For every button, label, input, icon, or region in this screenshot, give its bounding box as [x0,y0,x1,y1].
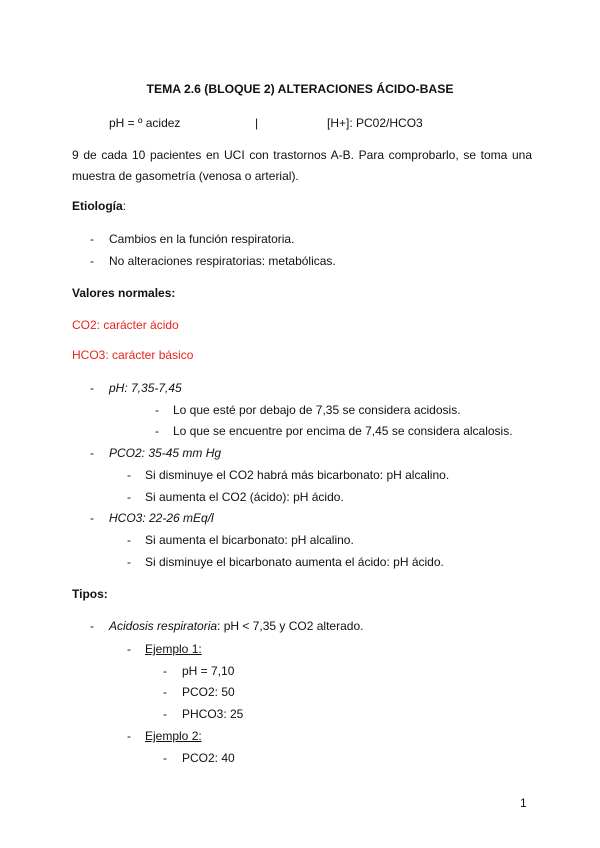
bullet-dash: - [90,232,94,246]
tipos-item-label: Acidosis respiratoria [109,619,218,633]
etiologia-heading [72,199,126,213]
bullet-dash: - [127,533,131,547]
bullet-dash: - [90,446,94,460]
bullet-dash: - [127,729,131,743]
formula-separator: | [255,116,259,130]
valores-sub-item: Si aumenta el CO2 (ácido): pH ácido. [145,490,344,504]
bullet-dash: - [127,555,131,569]
formula-right: [H+]: PC02/HCO3 [327,116,423,130]
bullet-dash: - [127,468,131,482]
tipos-item-rest: : pH < 7,35 y CO2 alterado. [217,619,364,633]
valores-group-label: PCO2: 35-45 mm Hg [109,446,222,460]
valores-sub-item: Lo que esté por debajo de 7,35 se considera acidosis. [173,403,461,417]
formula-left: pH = º acidez [109,116,181,130]
ejemplo-value: pH = 7,10 [182,664,235,678]
etiologia-heading-colon: : [122,199,127,213]
page-title: TEMA 2.6 (BLOQUE 2) ALTERACIONES ÁCIDO-BASE [146,82,454,96]
bullet-dash: - [127,642,131,656]
bullet-dash: - [163,751,167,765]
ejemplo-value: PHCO3: 25 [182,707,244,721]
valores-heading: Valores normales: [72,286,176,300]
bullet-dash: - [163,664,167,678]
intro-paragraph: 9 de cada 10 pacientes en UCI con trastornos A-B. Para comprobarlo, se toma una muestra de gasometría (venosa o arterial). [72,148,532,183]
co2-note: CO2: carácter ácido [72,318,179,332]
etiologia-item: No alteraciones respiratorias: metabólicas. [109,254,336,268]
bullet-dash: - [90,619,94,633]
page-number: 1 [520,796,527,810]
bullet-dash: - [155,424,159,438]
etiologia-item: Cambios en la función respiratoria. [109,232,295,246]
bullet-dash: - [90,511,94,525]
ejemplo-2-label: Ejemplo 2: [145,729,202,743]
bullet-dash: - [90,254,94,268]
bullet-dash: - [163,685,167,699]
tipos-item [109,619,363,633]
bullet-dash: - [127,490,131,504]
ejemplo-value: PCO2: 40 [182,751,235,765]
etiologia-heading-text: Etiología [72,199,123,213]
hco3-note: HCO3: carácter básico [72,348,194,362]
tipos-heading: Tipos: [72,587,108,601]
valores-group-label: HCO3: 22-26 mEq/l [109,511,214,525]
valores-sub-item: Lo que se encuentre por encima de 7,45 se considera alcalosis. [173,424,513,438]
valores-group-label: pH: 7,35-7,45 [109,381,182,395]
ejemplo-1-label: Ejemplo 1: [145,642,202,656]
bullet-dash: - [163,707,167,721]
valores-sub-item: Si disminuye el bicarbonato aumenta el ácido: pH ácido. [145,555,444,569]
valores-sub-item: Si disminuye el CO2 habrá más bicarbonato: pH alcalino. [145,468,450,482]
bullet-dash: - [90,381,94,395]
valores-sub-item: Si aumenta el bicarbonato: pH alcalino. [145,533,354,547]
ejemplo-value: PCO2: 50 [182,685,235,699]
bullet-dash: - [155,403,159,417]
